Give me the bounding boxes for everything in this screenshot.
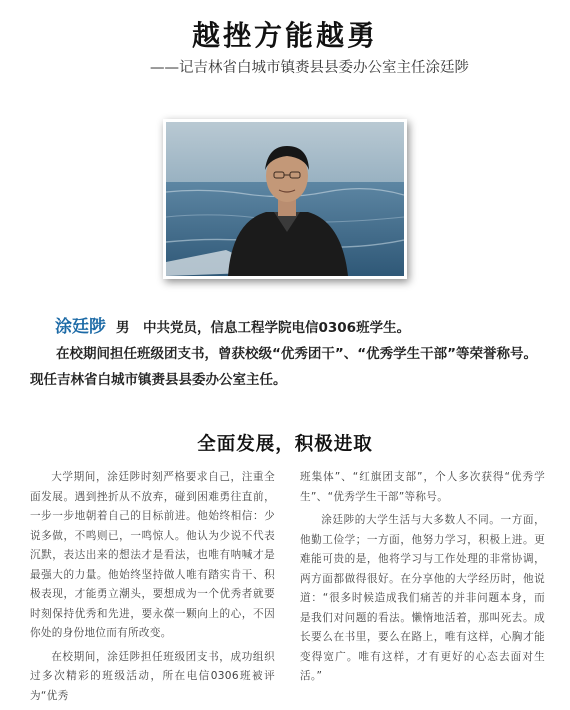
portrait-photo <box>163 119 407 279</box>
paragraph: 班集体”、“红旗团支部”，个人多次获得“优秀学生”、“优秀学生干部”等称号。 <box>300 471 545 503</box>
page-title: 越挫方能越勇 <box>191 19 378 52</box>
paragraph: 大学期间，涂廷陟时刻严格要求自己，注重全面发展。遇到挫折从不放弃，碰到困难勇往直前，一步一步地朝着自己的目标前进。他始终相信：少说多做，不鸣则已，一鸣惊人。他认为少说不代表沉默，表达出来的想法才是看法，也唯有呐喊才是最强大的力量。他始终坚持做人唯有踏实肯干、积极表现，才能勇立潮头，要想成为一个优秀者就要时刻保持优秀和先进，要永葆一颗向上的心，不因你处的身份地位而有所改变。 <box>30 471 275 639</box>
profile-honors: 在校期间担任班级团支书，曾获校级“优秀团干”、“优秀学生干部”等荣誉称号。现任吉林省白城市镇赉县县委办公室主任。 <box>30 346 537 388</box>
profile-basic-info: 男 中共党员，信息工程学院电信0306班学生。 <box>116 320 411 336</box>
profile-intro <box>30 314 545 393</box>
page-subtitle: ——记吉林省白城市镇赉县县委办公室主任涂廷陟 <box>150 60 469 76</box>
article-column-left <box>30 468 275 710</box>
section-title: 全面发展，积极进取 <box>197 434 373 455</box>
article-column-right <box>300 468 545 691</box>
portrait-photo-icon <box>166 122 404 276</box>
paragraph: 在校期间，涂廷陟担任班级团支书，成功组织过多次精彩的班级活动，所在电信0306班被评为“优秀 <box>30 650 275 702</box>
paragraph: 涂廷陟的大学生活与大多数人不同。一方面，他勤工俭学；一方面，他努力学习，积极上进。更难能可贵的是，他将学习与工作处理的非常协调，两方面都做得很好。在分享他的大学经历时，他说道：“很多时候造成我们痛苦的并非问题本身，而是我们对问题的看法。懒惰地活着，那叫死去。成长要么在书里，要么在路上，唯有这样，心胸才能变得宽广。唯有这样，才有更好的心态去面对生活。” <box>300 514 545 682</box>
profile-name: 涂廷陟 <box>55 317 106 337</box>
